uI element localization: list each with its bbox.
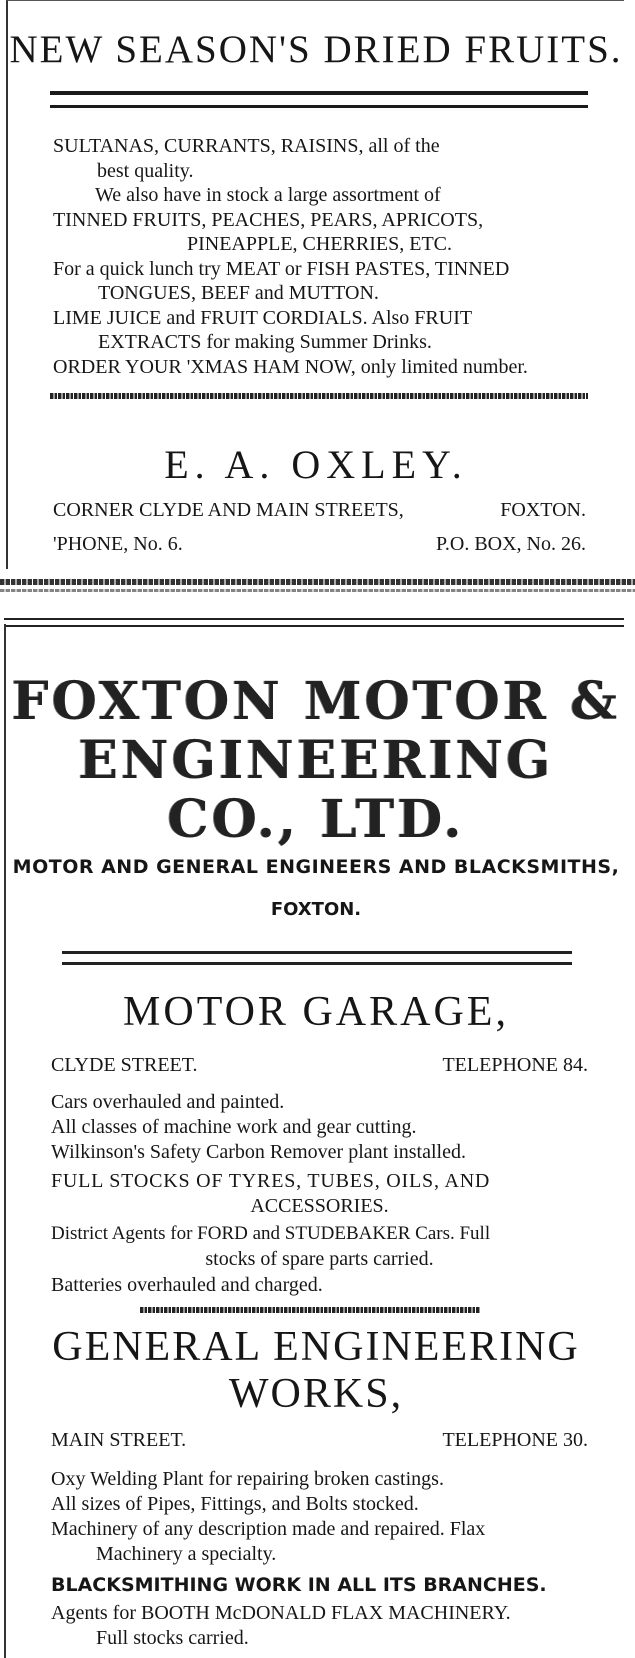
garage-street: CLYDE STREET. bbox=[51, 1054, 198, 1076]
rule bbox=[62, 951, 572, 965]
section-title-garage: MOTOR GARAGE, bbox=[123, 989, 509, 1035]
text-line: Oxy Welding Plant for repairing broken castings. bbox=[51, 1468, 444, 1490]
text-line: FULL STOCKS OF TYRES, TUBES, OILS, AND bbox=[51, 1170, 491, 1192]
company-title-line-1: FOXTON MOTOR & bbox=[11, 671, 621, 732]
works-street: MAIN STREET. bbox=[51, 1429, 187, 1451]
text-line: TONGUES, BEEF and MUTTON. bbox=[98, 282, 379, 304]
text-line: Machinery of any description made and repaired. Flax bbox=[51, 1518, 486, 1540]
text-line: For a quick lunch try MEAT or FISH PASTES, TINNED bbox=[53, 258, 510, 280]
text-line: ORDER YOUR 'XMAS HAM NOW, only limited number. bbox=[53, 356, 528, 378]
contact-row bbox=[53, 531, 586, 557]
text-line: PINEAPPLE, CHERRIES, ETC. bbox=[186, 233, 453, 255]
text-line: Cars overhauled and painted. bbox=[51, 1091, 285, 1113]
company-title-line-3: CO., LTD. bbox=[167, 789, 465, 850]
column-separator bbox=[0, 589, 635, 592]
town: FOXTON. bbox=[500, 499, 586, 521]
text-line: District Agents for FORD and STUDEBAKER Cars. Full bbox=[51, 1223, 491, 1244]
rule bbox=[50, 91, 588, 108]
text-line: Batteries overhauled and charged. bbox=[51, 1274, 323, 1296]
text-line-0: SULTANAS, CURRANTS, RAISINS, all of the bbox=[53, 135, 440, 157]
text-line: All sizes of Pipes, Fittings, and Bolts stocked. bbox=[51, 1493, 419, 1515]
text-line: best quality. bbox=[97, 160, 194, 182]
section-title-works-line-2: WORKS, bbox=[228, 1371, 404, 1417]
stocks-line: Full stocks carried. bbox=[96, 1627, 249, 1649]
text-line: ACCESSORIES. bbox=[250, 1195, 389, 1217]
column-separator bbox=[0, 579, 635, 585]
section-title-works-line-1: GENERAL ENGINEERING bbox=[52, 1324, 580, 1370]
garage-telephone: TELEPHONE 84. bbox=[442, 1054, 588, 1076]
rule bbox=[50, 393, 588, 399]
ad-title: NEW SEASON'S DRIED FRUITS. bbox=[9, 28, 623, 71]
company-title-line-2: ENGINEERING bbox=[78, 730, 554, 791]
text-line: TINNED FRUITS, PEACHES, PEARS, APRICOTS, bbox=[53, 209, 484, 231]
address-row bbox=[53, 497, 586, 523]
text-line: EXTRACTS for making Summer Drinks. bbox=[98, 331, 432, 353]
firm-name: E. A. OXLEY. bbox=[164, 442, 468, 487]
text-line: Wilkinson's Safety Carbon Remover plant installed. bbox=[51, 1141, 466, 1163]
address: CORNER CLYDE AND MAIN STREETS, bbox=[53, 499, 404, 521]
blacksmithing-line: BLACKSMITHING WORK IN ALL ITS BRANCHES. bbox=[51, 1574, 547, 1596]
works-telephone: TELEPHONE 30. bbox=[442, 1429, 588, 1451]
po-box: P.O. BOX, No. 26. bbox=[435, 533, 586, 555]
agents-line: Agents for BOOTH McDONALD FLAX MACHINERY. bbox=[51, 1602, 511, 1624]
advert-oxley bbox=[6, 0, 624, 569]
advert-foxton-motor bbox=[4, 624, 626, 1658]
company-town: FOXTON. bbox=[270, 899, 362, 920]
text-line: All classes of machine work and gear cutting. bbox=[51, 1116, 417, 1138]
text-line: stocks of spare parts carried. bbox=[205, 1248, 434, 1270]
works-address-row bbox=[51, 1427, 588, 1453]
company-subtitle: MOTOR AND GENERAL ENGINEERS AND BLACKSMITHS, bbox=[12, 856, 620, 878]
phone: 'PHONE, No. 6. bbox=[53, 533, 183, 555]
text-line bbox=[53, 133, 586, 159]
garage-address-row bbox=[51, 1052, 588, 1078]
text-line: LIME JUICE and FRUIT CORDIALS. Also FRUIT bbox=[53, 307, 473, 329]
rule bbox=[140, 1307, 480, 1313]
text-line: Machinery a specialty. bbox=[96, 1543, 277, 1565]
text-line: We also have in stock a large assortment of bbox=[95, 184, 441, 206]
